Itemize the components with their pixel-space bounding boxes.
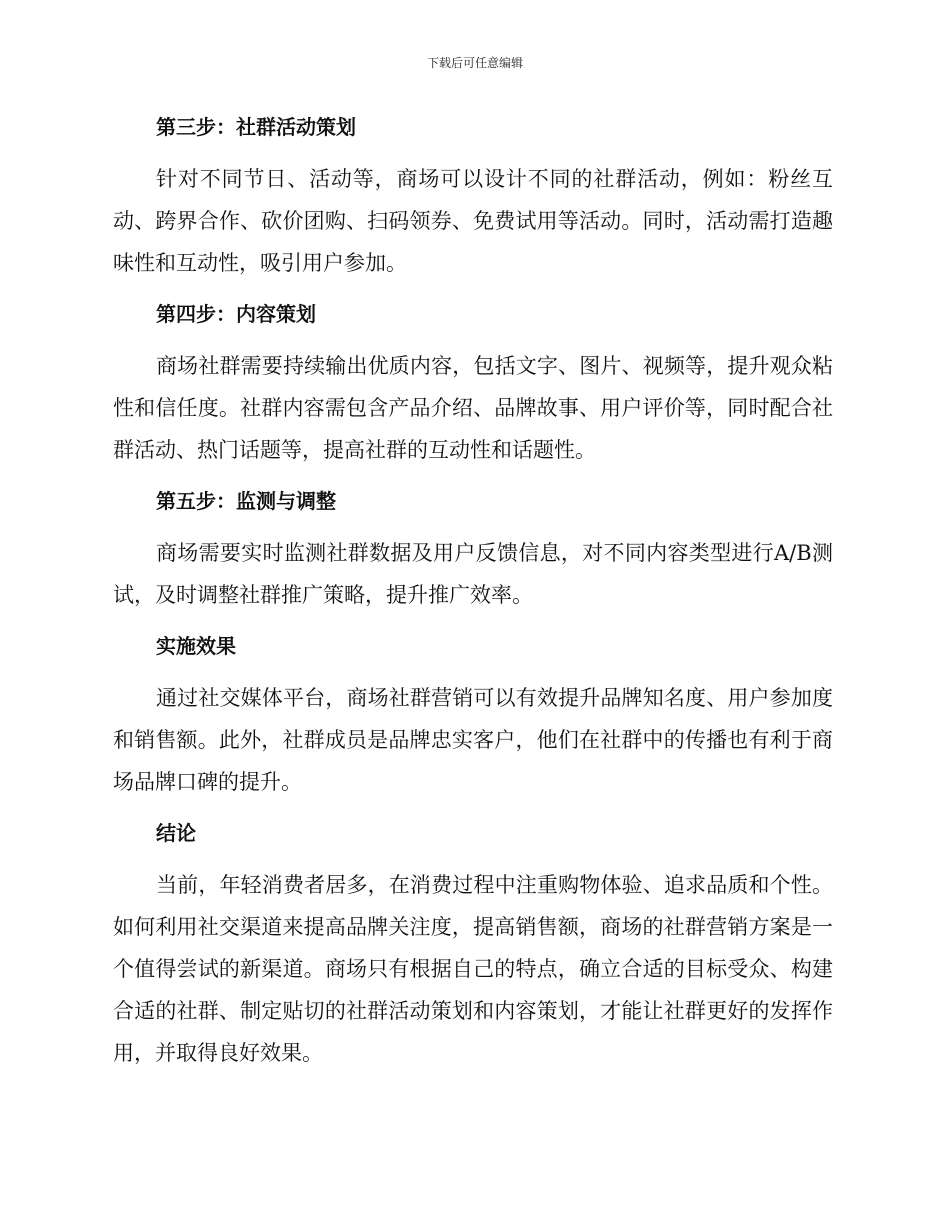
section-heading-conclusion: 结论 — [156, 821, 196, 845]
section-paragraph-conclusion: 当前，年轻消费者居多，在消费过程中注重购物体验、追求品质和个性。如何利用社交渠道来提高品牌关注度，提高销售额，商场的社群营销方案是一个值得尝试的新渠道。商场只有根据自己的特点，确立合适的目标受众、构建合适的社群、制定贴切的社群活动策划和内容策划，才能让社群更好的发挥作用，并取得良好效果。 — [113, 873, 833, 1065]
document-body — [113, 108, 833, 1074]
section-paragraph-step5: 商场需要实时监测社群数据及用户反馈信息，对不同内容类型进行A/B测试，及时调整社群推广策略，提升推广效率。 — [113, 541, 833, 607]
section-paragraph-step4: 商场社群需要持续输出优质内容，包括文字、图片、视频等，提升观众粘性和信任度。社群内容需包含产品介绍、品牌故事、用户评价等，同时配合社群活动、热门话题等，提高社群的互动性和话题性。 — [113, 354, 833, 462]
section-heading-results: 实施效果 — [156, 634, 236, 658]
section-heading-step5: 第五步：监测与调整 — [156, 489, 336, 513]
section-paragraph-step3: 针对不同节日、活动等，商场可以设计不同的社群活动，例如：粉丝互动、跨界合作、砍价团购、扫码领券、免费试用等活动。同时，活动需打造趣味性和互动性，吸引用户参加。 — [113, 167, 833, 275]
section-heading-step3: 第三步：社群活动策划 — [156, 115, 356, 139]
section-heading-step4: 第四步：内容策划 — [156, 302, 316, 326]
header-note: 下载后可任意编辑 — [426, 56, 523, 70]
section-paragraph-results: 通过社交媒体平台，商场社群营销可以有效提升品牌知名度、用户参加度和销售额。此外，社群成员是品牌忠实客户，他们在社群中的传播也有利于商场品牌口碑的提升。 — [113, 686, 833, 794]
